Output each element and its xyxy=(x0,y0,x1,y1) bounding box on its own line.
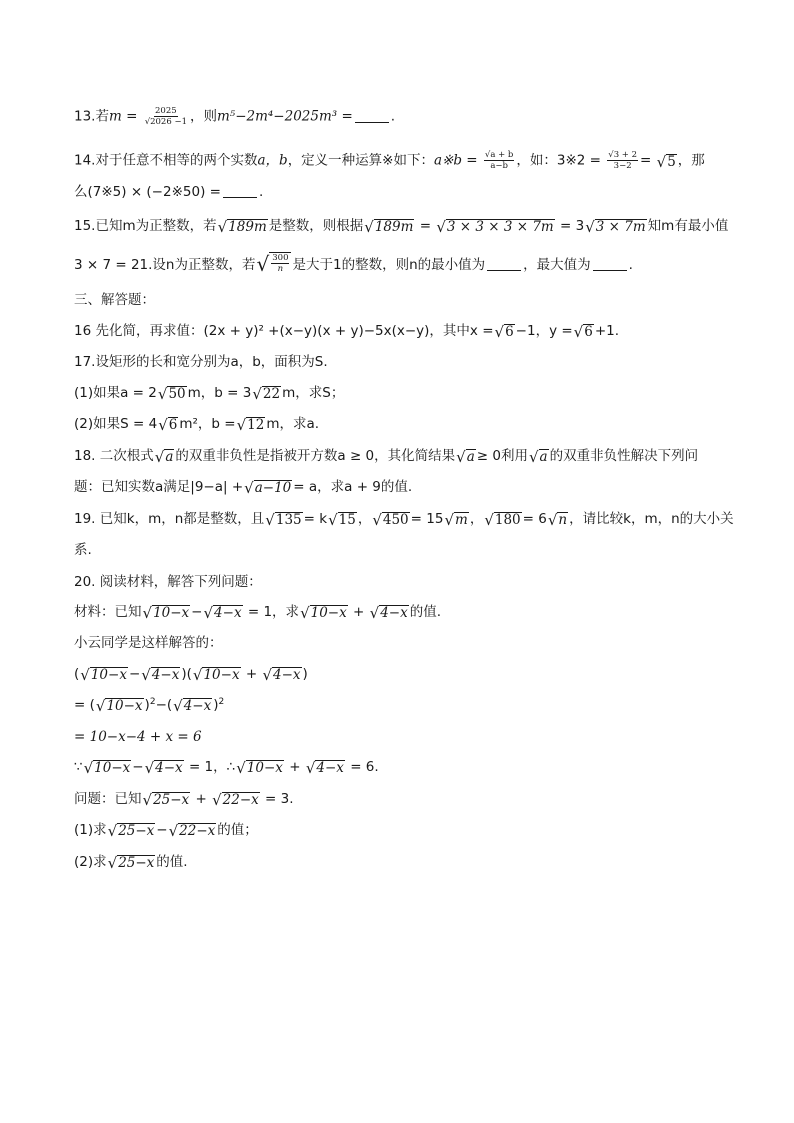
q19-l1c: ， xyxy=(357,511,372,527)
q20-s1-root-b-val: 4−x xyxy=(183,698,212,714)
q20-m-root-a: √ 10−x xyxy=(142,604,190,622)
q20-prob-a: 问题：已知 xyxy=(74,791,142,807)
question-17-title: 17.设矩形的长和宽分别为a，b，面积为S. xyxy=(74,354,328,370)
q20-s2: = 10−x−4 + x = 6 xyxy=(74,729,202,745)
q17-p1b: m，b = 3 xyxy=(187,385,252,401)
q19-root6: √ n xyxy=(547,511,568,529)
q14-ex-equals: = xyxy=(640,152,656,169)
q18-l1b: 的双重非负性是指被开方数a ≥ 0，其化简结果 xyxy=(175,448,456,464)
q17-p2-root2: √ 12 xyxy=(236,416,265,434)
q19-root1-val: 135 xyxy=(275,512,302,528)
q14-answer-blank[interactable] xyxy=(223,197,257,198)
q17-p2a: (2)如果S = 4 xyxy=(74,416,158,432)
q14-ex-den: 3−2 xyxy=(613,161,632,171)
q17-p1-root2-val: 22 xyxy=(262,386,281,402)
q20-p1b: 的值； xyxy=(217,822,258,838)
q15-fraction xyxy=(271,253,289,274)
q13-expression: m⁵−2m⁴−2025m³ = xyxy=(216,108,353,125)
q20-s0-root-b-val: 4−x xyxy=(151,667,180,683)
q20-m-root-b2: √ 4−x xyxy=(369,604,408,622)
q17-p1-root1: √ 50 xyxy=(157,385,186,403)
q19-root5-val: 180 xyxy=(494,512,521,528)
q20-m-root-b: √ 4−x xyxy=(203,604,242,622)
question-16 xyxy=(74,321,734,341)
q13-fraction xyxy=(144,106,188,127)
q15-l2b: 是大于1的整数，则n的最小值为 xyxy=(292,257,486,273)
question-15-line2 xyxy=(74,252,734,275)
q14-definition: ，定义一种运算※如下： xyxy=(287,152,434,169)
q18-l2b: = a，求a + 9的值. xyxy=(293,479,413,495)
q18-root-a1: √ a xyxy=(154,448,174,466)
q20-s3-root-a-val: 10−x xyxy=(94,760,131,776)
q14-ex-num: √3 + 2 xyxy=(608,150,638,160)
q14-text: 14.对于任意不相等的两个实数 xyxy=(74,152,258,169)
q20-p-root-d: √ 22−x xyxy=(212,791,259,809)
q20-s3-root-b2: √ 4−x xyxy=(305,759,344,777)
q14-ex-root: √ 5 xyxy=(656,152,676,171)
q14-frac-num-text: a + b xyxy=(490,150,514,160)
q15-root4-val: 3 × 7m xyxy=(595,219,646,235)
q20-s3a: ∵ xyxy=(74,759,83,775)
q18-root-a3: √ a xyxy=(528,448,548,466)
q20-s3-root-a2-val: 10−x xyxy=(246,760,283,776)
q13-answer-blank[interactable] xyxy=(355,122,389,123)
q16-mid: −1，y = xyxy=(515,323,573,339)
q14-operation: a※b = xyxy=(434,152,478,169)
question-18-line1 xyxy=(74,446,734,466)
q20-s3-root-a2: √ 10−x xyxy=(236,759,283,777)
q16-root2-val: 6 xyxy=(584,324,593,340)
q20-step1: = ( √ 10−x )$^2$−( √ 4−x )$^2$ xyxy=(74,697,225,715)
q15-eq2: = 3 xyxy=(560,218,585,234)
q15-eq: = xyxy=(419,218,432,234)
q20-p2b: 的值. xyxy=(156,854,188,870)
q17-p2b: m²，b = xyxy=(179,416,236,432)
q20-s3-root-b: √ 4−x xyxy=(144,759,183,777)
q14-line2: 么(7※5) × (−2※50) = xyxy=(74,184,221,200)
q20-p2a: (2)求 xyxy=(74,854,107,870)
q20-s0-root-a: √ 10−x xyxy=(80,666,127,684)
q13-lhs: m = xyxy=(108,108,138,125)
q20-s3c: = 6. xyxy=(350,759,379,775)
q20-intro: 小云同学是这样解答的： xyxy=(74,635,223,651)
q14-fraction xyxy=(484,150,514,171)
q15-root1-val: 189m xyxy=(228,219,267,235)
q17-p2-root1-val: 6 xyxy=(168,417,178,433)
q19-root3-val: 450 xyxy=(382,512,409,528)
q14-vars: a，b xyxy=(257,152,288,169)
q13-fraction-den: √2026 −1 xyxy=(144,117,187,127)
q20-m-b: = 1，求 xyxy=(247,604,300,620)
q18-root-a3-val: a xyxy=(539,449,548,465)
q15-l1d: 知m有最小值 xyxy=(647,218,729,234)
q18-root-a2-val: a xyxy=(466,449,475,465)
q15-root3: √ 3 × 3 × 3 × 7m xyxy=(436,218,554,236)
q18-l1c: ≥ 0利用 xyxy=(476,448,528,464)
q20-p1a: (1)求 xyxy=(74,822,107,838)
q20-p-root-c: √ 25−x xyxy=(142,791,190,809)
q16-root2: √ 6 xyxy=(573,323,593,341)
q20-part2 xyxy=(74,852,734,872)
q15-frac-den: n xyxy=(277,264,284,274)
q19-root5: √ 180 xyxy=(484,511,521,529)
q20-step2 xyxy=(74,727,734,747)
q19-l1d: = 15 xyxy=(410,511,444,527)
q14-example-fraction xyxy=(607,150,638,171)
q20-material: 材料：已知 √ 10−x − √ 4−x = 1，求 √ 10−x + √ 4−x 的值. xyxy=(74,604,442,622)
q20-s0-root-a-val: 10−x xyxy=(90,667,127,683)
q17-p1a: (1)如果a = 2 xyxy=(74,385,157,401)
q18-l1d: 的双重非负性解决下列问 xyxy=(549,448,699,464)
q20-m-a: 材料：已知 xyxy=(74,604,142,620)
q20-step3: ∵ √ 10−x − √ 4−x = 1，∴ √ 10−x + √ 4−x = 6. xyxy=(74,759,379,777)
q20-problem: 问题：已知 √ 25−x + √ 22−x = 3. xyxy=(74,791,294,809)
q20-s3-root-a: √ 10−x xyxy=(83,759,131,777)
q20-s1-root-b: √ 4−x xyxy=(173,697,212,715)
q20-s3-root-b-val: 4−x xyxy=(155,760,183,776)
q16-end: +1. xyxy=(594,323,620,339)
q14-end: . xyxy=(258,184,264,200)
q15-end: . xyxy=(628,257,633,273)
q20-m-root-a2-val: 10−x xyxy=(310,605,347,621)
q20-part1: (1)求 √ 25−x − √ 22−x 的值； xyxy=(74,822,258,840)
q14-tail: ，那 xyxy=(677,152,705,169)
q15-l2c: ，最大值为 xyxy=(523,257,591,273)
q20-s0-root-a2: √ 10−x xyxy=(192,666,240,684)
q20-m-root-b-val: 4−x xyxy=(214,605,242,621)
q18-l2a: 题：已知实数a满足|9−a| + xyxy=(74,479,244,495)
question-13 xyxy=(74,106,734,127)
q13-prefix: 13.若 xyxy=(74,108,109,125)
question-14-line2 xyxy=(74,182,734,202)
q17-p2-root1: √ 6 xyxy=(158,416,178,434)
q20-p2-root-c-val: 25−x xyxy=(118,855,155,871)
q20-prob-b: = 3. xyxy=(265,791,294,807)
q20-s3b: = 1，∴ xyxy=(188,759,236,775)
q16-text: 16 先化简，再求值：(2x + y)² +(x−y)(x + y)−5x(x−y)，其中x = xyxy=(74,323,494,339)
q19-root6-val: n xyxy=(558,512,568,528)
q13-den-text: 2026 −1 xyxy=(150,117,187,127)
q15-root4: √ 3 × 7m xyxy=(585,218,646,236)
q19-l1a: 19. 已知k，m，n都是整数，且 xyxy=(74,511,265,527)
question-19-line1 xyxy=(74,509,734,529)
q20-s1-root-a: √ 10−x xyxy=(95,697,143,715)
q19-l1g: ，请比较k，m，n的大小关 xyxy=(569,511,734,527)
q19-root2: √ 15 xyxy=(328,511,356,529)
q19-l1e: ， xyxy=(469,511,484,527)
q13-fraction-num: 2025 xyxy=(155,106,177,116)
q19-root1: √ 135 xyxy=(265,511,302,529)
q15-frac-root: √ $\frac{300}{n}$ xyxy=(257,252,292,274)
q15-l1c: 是整数，则根据 xyxy=(268,218,364,234)
q15-l1a: 15.已知 xyxy=(74,218,123,234)
q20-s0-root-b: √ 4−x xyxy=(141,666,180,684)
q20-p1-root-d: √ 22−x xyxy=(168,822,216,840)
q20-p1-root-d-val: 22−x xyxy=(179,823,216,839)
section-3-heading: 三、解答题： xyxy=(74,292,155,308)
q20-m-root-a-val: 10−x xyxy=(153,605,190,621)
q20-s0-root-a2-val: 10−x xyxy=(203,667,240,683)
q18-root2-val: a−10 xyxy=(254,480,292,496)
q20-s3-root-b2-val: 4−x xyxy=(316,760,344,776)
q20-step0: ( √ 10−x − √ 4−x )( √ 10−x + √ 4−x ) xyxy=(74,666,308,684)
q20-s1-root-a-val: 10−x xyxy=(106,698,143,714)
q13-mid: ，则 xyxy=(189,108,217,125)
q15-max-blank[interactable] xyxy=(593,270,627,271)
q16-root1: √ 6 xyxy=(494,323,514,341)
q19-l1f: = 6 xyxy=(522,511,547,527)
q15-root1: √ 189m xyxy=(217,218,267,236)
q17-p2c: m，求a. xyxy=(266,416,320,432)
q20-s0-root-b2: √ 4−x xyxy=(262,666,301,684)
q19-l1b: = k xyxy=(303,511,328,527)
q20-s1: = ( xyxy=(74,697,95,713)
q19-root4-val: m xyxy=(455,512,468,528)
question-17-part1 xyxy=(74,383,734,403)
q20-m-root-a2: √ 10−x xyxy=(300,604,347,622)
question-14-line1 xyxy=(74,150,734,171)
q17-p2-root2-val: 12 xyxy=(247,417,265,433)
q15-root2-val: 189m xyxy=(374,219,414,235)
q19-root2-val: 15 xyxy=(338,512,356,528)
question-17-part2 xyxy=(74,414,734,434)
q15-root2: √ 189m xyxy=(364,218,414,236)
q14-example: ，如：3※2 = xyxy=(516,152,601,169)
q13-end: . xyxy=(390,108,396,125)
q18-root-a1-val: a xyxy=(165,449,174,465)
q20-p1-root-c: √ 25−x xyxy=(107,822,155,840)
q18-l1a: 18. 二次根式 xyxy=(74,448,154,464)
q20-p-root-c-val: 25−x xyxy=(153,792,190,808)
q15-frac-num: 300 xyxy=(272,253,289,263)
q20-m-root-b2-val: 4−x xyxy=(380,605,408,621)
q18-root-a2: √ a xyxy=(456,448,475,466)
q20-p2-root-c: √ 25−x xyxy=(107,854,155,872)
q20-s0-root-b2-val: 4−x xyxy=(273,667,301,683)
q14-ex-num-text: 3 + 2 xyxy=(613,150,638,160)
q15-min-blank[interactable] xyxy=(487,270,521,271)
q15-l2a: 3 × 7 = 21.设n为正整数，若 xyxy=(74,257,256,273)
q17-p1-root1-val: 50 xyxy=(168,386,186,402)
q16-root1-val: 6 xyxy=(505,324,514,340)
q15-l1b: m为正整数，若 xyxy=(122,218,217,234)
q20-p1-root-c-val: 25−x xyxy=(118,823,155,839)
question-20-title: 20. 阅读材料，解答下列问题： xyxy=(74,574,262,590)
q17-p1c: m，求S； xyxy=(282,385,345,401)
q20-m-c: 的值. xyxy=(409,604,442,620)
q18-root2: √ a−10 xyxy=(244,479,292,497)
q19-root3: √ 450 xyxy=(372,511,409,529)
q19-root4: √ m xyxy=(444,511,468,529)
q15-root3-val: 3 × 3 × 3 × 7m xyxy=(446,219,554,235)
question-15-line1 xyxy=(74,216,734,236)
q14-frac-den: a−b xyxy=(490,161,508,171)
q14-frac-num: √a + b xyxy=(484,150,514,160)
question-19-line2: 系. xyxy=(74,542,92,558)
q17-p1-root2: √ 22 xyxy=(252,385,281,403)
q20-p-root-d-val: 22−x xyxy=(222,792,259,808)
question-18-line2 xyxy=(74,477,734,497)
q14-ex-root-val: 5 xyxy=(667,153,676,170)
